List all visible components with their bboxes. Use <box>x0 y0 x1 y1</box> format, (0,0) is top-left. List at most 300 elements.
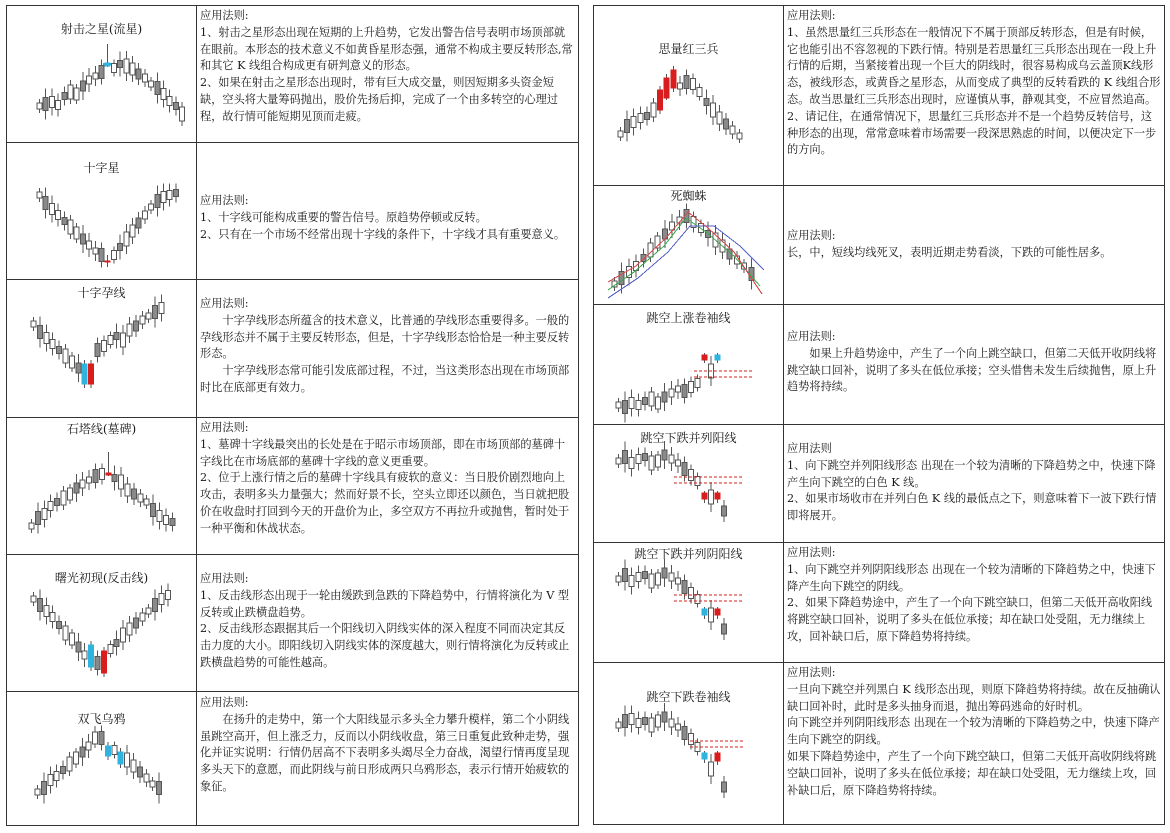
candlestick-diagram <box>7 143 196 280</box>
candle-body <box>82 651 87 659</box>
candle-body <box>636 401 641 410</box>
candle-body <box>161 89 166 100</box>
candle-body <box>37 599 42 612</box>
pattern-figure-doji <box>7 143 197 280</box>
candle-body <box>649 392 654 406</box>
candle-body <box>165 591 170 600</box>
candle-body <box>638 114 643 123</box>
candle-body <box>704 99 709 106</box>
candle-body <box>125 484 130 496</box>
rule-paragraph: 1、虽然思量红三兵形态在一般情况下不属于顶部反转形态，但是有时候，它也能引出不容忽视的下跌行情。特别是若思量红三兵形态出现在一段上升行情的后期，当紧接着出现一个巨大的阴线时，很容易构成乌云盖顶K线形态，被线形态，或黄昏之星形态，从而变成了典型的反转看跌的 K 线组合形态。故当思量红三兵形态出现时，应谨慎从事，静观其变，不应冒然追高。 <box>787 25 1161 106</box>
candle-body <box>146 313 151 319</box>
rule-paragraph: 一旦向下跳空并列黑白 K 线形态出现，则原下降趋势将持续。故在反抽确认缺口回补时，此时是多头抽身而退，抛出筹码逃命的好时机。 <box>787 682 1161 713</box>
rule-paragraph: 2、反击线形态跟据其后一个阳线切入阴线实体的深入程度不同而决定其反击力度的大小。即阳线切入阴线实体的深度越大，则行情将演化为反转或止跌横盘趋势的可能性越高。 <box>200 622 570 669</box>
candle-body <box>37 192 42 198</box>
candle-body <box>133 321 138 331</box>
rule-paragraph: 2、如果市场收市在并列白色 K 线的最低点之下，则意味着下一波下跌行情即将展开。 <box>787 492 1157 523</box>
candle-body <box>89 645 94 667</box>
rule-paragraph: 1、反击线形态出现于一轮由缓跌到急跌的下降趋势中，行情将演化为 V 型反转或止跌横盘趋势。 <box>200 588 570 619</box>
candle-body <box>99 249 104 262</box>
candle-body <box>691 79 696 90</box>
candlestick-diagram <box>594 425 783 543</box>
rules-text <box>197 280 579 418</box>
candle-body <box>31 321 36 327</box>
candle-body <box>155 195 160 208</box>
candle-body <box>682 581 687 594</box>
candle-body <box>67 488 72 500</box>
candle-body <box>48 775 53 786</box>
candle-body <box>625 120 630 133</box>
candle-body <box>114 640 119 647</box>
pattern-row-upside-gap <box>594 305 1165 425</box>
candle-body <box>153 306 158 319</box>
candle-body <box>689 382 694 393</box>
candle-body <box>76 363 81 373</box>
rule-paragraph: 在扬升的走势中，第一个大阳线显示多头全力攀升模样，第二个小阴线虽跳空高开，但上涨乏力，反而以小阴线收盘，第三日重复此致种走势，强化并证实说明：行情仍居高不下表明多头竭尽全力奋战，渴望行情再度呈现多头天下的意愿，而此阴线与前日形成两只乌鸦形态，表示行情开始疲软的象征。 <box>200 712 570 793</box>
candle-body <box>702 753 707 759</box>
candle-body <box>689 734 694 745</box>
candle-body <box>702 493 707 499</box>
candle-body <box>695 477 700 486</box>
candle-body <box>170 519 175 526</box>
candle-body <box>708 762 713 776</box>
rules-label: 应用法则: <box>200 194 249 207</box>
pattern-figure-two-crows <box>7 692 197 826</box>
pattern-row-shooting-star <box>7 6 579 143</box>
candle-body <box>80 81 85 91</box>
candle-body <box>95 344 100 357</box>
candle-body <box>708 490 713 504</box>
candle-body <box>29 523 34 529</box>
candle-body <box>108 336 113 345</box>
candle-body <box>669 573 674 581</box>
rules-text <box>197 143 579 280</box>
candle-body <box>149 81 154 87</box>
candle-body <box>69 633 74 645</box>
candle-body <box>629 458 634 469</box>
pattern-figure-downside-white <box>594 425 784 543</box>
candle-body <box>74 88 79 100</box>
pattern-name: 十字孕线 <box>77 286 126 300</box>
pattern-row-doji-harami <box>7 280 579 418</box>
candle-body <box>656 573 661 585</box>
candle-body <box>101 341 106 352</box>
rule-paragraph: 1、射击之星形态出现在短期的上升趋势，它发出警告信号表明市场顶部就在眼前。本形态的技术意义不如黄昏星形态强，通常不构成主要反转形态,常和其它 K 线组合构成更有研判意义的形态。 <box>200 25 573 73</box>
candle-body <box>675 724 680 730</box>
pattern-name: 射击之星(流星) <box>60 22 143 36</box>
candle-body <box>722 782 727 792</box>
candle-body <box>180 107 185 121</box>
candle-body <box>722 624 727 634</box>
candle-body <box>108 645 113 654</box>
candle-body <box>68 85 73 99</box>
candle-body <box>161 192 166 203</box>
candle-body <box>69 356 74 368</box>
pattern-name: 跳空下跌并列阴阳线 <box>634 547 743 561</box>
candle-body <box>737 133 742 139</box>
rules-text <box>784 425 1165 543</box>
rule-paragraph: 2、请记住，在通常情况下，思量红三兵形态并不是一个趋势反转信号，这种形态的出现，常常意味着市场需要一段深思熟虑的时间，以便决定下一步的方向。 <box>787 109 1157 157</box>
candle-body <box>702 609 707 615</box>
candle-body <box>662 392 667 402</box>
candle-body <box>99 469 104 480</box>
pattern-name: 跳空下跌并列阳线 <box>640 431 737 445</box>
candle-body <box>130 63 135 75</box>
candlestick-diagram <box>594 186 783 305</box>
candlestick-diagram <box>594 305 783 425</box>
candle-body <box>106 473 111 475</box>
pattern-name: 曙光初现(反击线) <box>54 571 149 585</box>
candle-body <box>49 97 54 108</box>
pattern-row-downside-black-white <box>594 543 1165 663</box>
candle-body <box>629 576 634 587</box>
pattern-figure-upside-gap <box>594 305 784 425</box>
candle-body <box>35 512 40 525</box>
candle-body <box>658 90 663 110</box>
candle-body <box>63 349 68 363</box>
pattern-figure-shooting-star <box>7 6 197 143</box>
candle-body <box>43 197 48 210</box>
candle-body <box>636 573 641 582</box>
candle-body <box>697 88 702 97</box>
candle-body <box>616 576 621 582</box>
candle-body <box>146 608 151 614</box>
candlestick-diagram <box>7 6 196 143</box>
candle-body <box>623 451 628 464</box>
candle-body <box>121 333 126 347</box>
rule-paragraph: 十字孕线形态所蕴含的技术意义，比普通的孕线形态重要得多。一般的孕线形态并不属于主要反转形态，但是，十字孕线形态恰恰是一种主要反转形态。 <box>200 313 570 361</box>
candle-body <box>121 628 126 642</box>
candle-body <box>144 499 149 505</box>
candle-body <box>662 712 667 722</box>
pattern-name: 死蜘蛛 <box>670 189 707 203</box>
pattern-row-downside-white <box>594 425 1165 543</box>
candle-body <box>682 727 687 740</box>
candlestick-diagram <box>7 555 196 692</box>
candle-body <box>111 64 116 73</box>
pattern-name: 跳空下跌卷袖线 <box>646 690 731 704</box>
candle-body <box>31 596 36 602</box>
candle-body <box>68 220 73 234</box>
candle-body <box>105 746 110 756</box>
rules-text <box>784 186 1165 305</box>
candle-body <box>142 211 147 219</box>
candle-body <box>155 82 160 95</box>
candle-body <box>114 333 119 340</box>
candle-body <box>67 757 72 771</box>
candle-body <box>730 126 735 134</box>
rules-text <box>197 6 579 143</box>
candle-body <box>708 608 713 622</box>
candle-body <box>144 774 149 782</box>
candle-body <box>95 657 100 670</box>
candle-body <box>80 480 85 488</box>
candle-body <box>99 66 104 79</box>
candle-body <box>93 732 98 744</box>
candle-body <box>87 241 92 249</box>
pattern-figure-downside-tasuki <box>594 663 784 825</box>
candle-body <box>677 83 682 89</box>
pattern-name: 石塔线(墓碑) <box>66 422 137 436</box>
candle-body <box>138 494 143 502</box>
candle-body <box>682 463 687 476</box>
pattern-name: 跳空上涨卷袖线 <box>646 311 731 325</box>
candle-body <box>41 782 46 795</box>
candle-body <box>675 578 680 584</box>
candle-body <box>131 760 136 772</box>
candle-body <box>649 574 654 588</box>
pattern-name: 双飞乌鸦 <box>77 712 126 726</box>
ma-long-line <box>608 212 762 294</box>
candle-body <box>689 470 694 481</box>
rules-text <box>197 418 579 555</box>
candlestick-diagram <box>594 663 783 825</box>
candle-body <box>715 493 720 499</box>
rule-paragraph: 长，中，短线均线死叉，表明近期走势看淡，下跌的可能性居多。 <box>787 245 1112 259</box>
candle-body <box>127 324 132 336</box>
rule-paragraph: 十字孕线形态常可能引发底部过程，不过，当这类形态出现在市场顶部时比在底部更有效力。 <box>200 364 570 394</box>
pattern-row-piercing <box>7 555 579 692</box>
candle-body <box>153 599 158 612</box>
candle-body <box>710 103 715 117</box>
candle-body <box>101 651 106 673</box>
candle-body <box>682 385 687 398</box>
candle-body <box>74 483 79 493</box>
candle-body <box>642 454 647 461</box>
candle-body <box>54 772 59 781</box>
candle-body <box>118 752 123 764</box>
candle-body <box>167 191 172 200</box>
candle-body <box>642 572 647 579</box>
candle-body <box>118 61 123 68</box>
candle-body <box>61 491 66 505</box>
candle-body <box>93 470 98 483</box>
candlestick-diagram <box>7 692 196 826</box>
candle-body <box>656 455 661 467</box>
rule-paragraph: 如果上升趋势途中，产生了一个向上跳空缺口，但第二天低开收阴线将跳空缺口回补，说明了多头在低位承接；空头惜售未发生后续抛售，原上升趋势将持续。 <box>787 346 1157 394</box>
pattern-row-doji <box>7 143 579 280</box>
candle-body <box>56 211 61 220</box>
candle-body <box>618 131 623 137</box>
candle-body <box>142 74 147 82</box>
rule-paragraph: 2、如果在射击之星形态出现时，带有巨大成交量，则因短期多头资金短缺，空头将大量筹码抛出，股价先扬后抑，完成了一个由多转空的心理过程，故行情可能短期见顶而走疲。 <box>200 76 559 123</box>
candle-body <box>37 326 42 339</box>
rules-label: 应用法则: <box>200 421 249 434</box>
right-pattern-table <box>593 5 1165 825</box>
candle-body <box>130 225 135 237</box>
candle-body <box>163 516 168 525</box>
candle-body <box>125 753 130 767</box>
rules-text <box>784 663 1165 825</box>
pattern-row-dead-spider <box>594 186 1165 305</box>
rules-label: 应用法则: <box>787 666 836 679</box>
candle-body <box>42 509 47 520</box>
pattern-figure-doji-harami <box>7 280 197 418</box>
candle-body <box>684 76 689 89</box>
candle-body <box>61 767 66 774</box>
candle-body <box>629 398 634 409</box>
rule-paragraph: 1、墓碑十字线最突出的长处是在于昭示市场顶部，即在市场顶部的墓碑十字线比在市场底部的墓碑十字线的意义更重要。 <box>200 437 566 468</box>
pattern-figure-piercing <box>7 555 197 692</box>
rules-label: 应用法则: <box>787 229 836 242</box>
candle-body <box>57 622 62 629</box>
candle-body <box>167 97 172 106</box>
candle-body <box>689 588 694 599</box>
candle-body <box>669 455 674 463</box>
candle-body <box>616 722 621 728</box>
candle-body <box>642 718 647 725</box>
candle-body <box>669 719 674 727</box>
candle-body <box>695 595 700 604</box>
rules-label: 应用法则: <box>787 546 836 559</box>
candle-body <box>662 450 667 460</box>
candle-body <box>137 767 142 777</box>
candle-body <box>89 364 94 384</box>
candle-body <box>50 613 55 622</box>
candle-body <box>140 613 145 621</box>
candle-body <box>87 76 92 84</box>
rule-paragraph: 2、只有在一个市场不经常出现十字线的条件下，十字线才具有重要意义。 <box>200 227 566 241</box>
candle-body <box>48 502 53 511</box>
candle-body <box>631 117 636 128</box>
rules-label: 应用法则: <box>787 9 836 22</box>
candle-body <box>623 401 628 414</box>
candle-body <box>105 261 110 262</box>
candle-body <box>124 232 129 246</box>
pattern-figure-downside-black-white <box>594 543 784 663</box>
rules-text <box>197 555 579 692</box>
candle-body <box>112 475 117 482</box>
candle-body <box>57 347 62 354</box>
left-pattern-table <box>6 5 579 826</box>
candle-body <box>124 59 129 73</box>
candle-body <box>623 715 628 728</box>
candle-body <box>131 489 136 499</box>
candle-body <box>43 98 48 111</box>
candle-body <box>159 303 164 314</box>
candle-body <box>651 103 656 117</box>
candle-body <box>636 719 641 728</box>
candle-body <box>149 204 154 210</box>
candle-body <box>111 251 116 260</box>
candle-body <box>722 506 727 516</box>
candle-body <box>62 218 67 225</box>
candle-body <box>702 355 707 360</box>
candle-body <box>136 69 141 79</box>
candle-body <box>112 746 117 755</box>
candle-body <box>656 397 661 409</box>
candle-body <box>649 718 654 732</box>
rules-label: 应用法则: <box>787 330 836 343</box>
candle-body <box>675 386 680 392</box>
candle-body <box>56 101 61 110</box>
pattern-figure-gravestone <box>7 418 197 555</box>
rule-paragraph: 1、向下跳空并列阴阳线形态 出现在一个较为清晰的下降趋势之中，快速下降产生向下跳空的阴线。 <box>787 562 1156 593</box>
candle-body <box>73 752 78 764</box>
candle-body <box>62 93 67 100</box>
candle-body <box>671 70 676 88</box>
candle-body <box>140 316 145 324</box>
rules-label: 应用法则: <box>200 9 249 22</box>
pattern-figure-dead-spider <box>594 186 784 305</box>
candle-body <box>150 781 155 787</box>
candle-body <box>118 244 123 251</box>
candle-body <box>616 458 621 464</box>
candle-body <box>82 364 87 384</box>
pattern-figure-advance-block <box>594 6 784 186</box>
candle-body <box>151 504 156 517</box>
pattern-row-two-crows <box>7 692 579 826</box>
rules-label: 应用法则 <box>787 442 832 455</box>
candlestick-diagram <box>594 6 783 186</box>
candle-body <box>642 398 647 405</box>
candle-body <box>669 389 674 397</box>
candle-body <box>717 112 722 124</box>
pattern-name: 十字星 <box>83 161 120 175</box>
candle-body <box>159 594 164 605</box>
candlestick-diagram <box>594 543 783 663</box>
candle-body <box>616 402 621 408</box>
candle-body <box>50 340 55 349</box>
candle-body <box>80 234 85 244</box>
candle-body <box>133 618 138 628</box>
pattern-name: 思量红三兵 <box>658 42 719 56</box>
candle-body <box>648 243 653 257</box>
candle-body <box>664 78 669 98</box>
candle-body <box>715 609 720 615</box>
candle-body <box>649 456 654 470</box>
candle-body <box>119 475 124 489</box>
candlestick-diagram <box>7 280 196 418</box>
rule-paragraph: 2、如果下降趋势途中，产生了一个向下跳空缺口，但第二天低开高收阳线将跳空缺口回补，说明了多头在低位承接；却在缺口处受阻，无力继续上攻，回补缺口后，原下降趋势将持续。 <box>787 596 1153 643</box>
candle-body <box>37 103 42 109</box>
rules-text <box>784 6 1165 186</box>
candle-body <box>80 747 85 757</box>
candle-body <box>99 732 104 745</box>
candle-body <box>644 113 649 120</box>
candle-body <box>76 642 81 652</box>
candle-body <box>173 103 178 110</box>
candle-body <box>74 227 79 239</box>
candle-body <box>715 355 720 360</box>
candle-body <box>44 333 49 344</box>
rule-paragraph: 1、向下跳空并列阳线形态 出现在一个较为清晰的下降趋势之中，快速下降产生向下跳空的白色 K 线。 <box>787 458 1156 489</box>
candle-body <box>636 455 641 464</box>
candle-body <box>623 569 628 582</box>
candle-body <box>157 782 162 795</box>
pattern-row-advance-block <box>594 6 1165 186</box>
rule-paragraph: 2、位于上涨行情之后的墓碑十字线具有疲软的意义：当日股价剧烈地向上攻击，表明多头力量强大；然而好景不长，空头立即还以颜色，当日就把股价在收盘时打回到今天的开盘价为止，多空双方不再拉升或抛售，暂时处于一种平衡和休战状态。 <box>200 471 570 535</box>
rules-label: 应用法则: <box>200 297 249 310</box>
candle-body <box>55 499 60 506</box>
rules-text <box>784 543 1165 663</box>
candle-body <box>127 623 132 635</box>
rule-paragraph: 1、十字线可能构成重要的警告信号。原趋势停顿或反转。 <box>200 210 487 224</box>
candle-body <box>63 626 68 640</box>
candle-body <box>629 714 634 725</box>
candle-body <box>136 218 141 228</box>
pattern-row-gravestone <box>7 418 579 555</box>
candle-body <box>93 73 98 79</box>
candle-body <box>49 204 54 215</box>
candle-body <box>44 606 49 617</box>
pattern-row-downside-tasuki <box>594 663 1165 825</box>
rule-paragraph: 向下跳空并列阴阳线形态 出现在一个较为清晰的下降趋势之中，快速下降产生向下跳空的阴线。 <box>787 716 1160 747</box>
candle-body <box>157 511 162 522</box>
rules-label: 应用法则: <box>200 696 249 709</box>
candle-body <box>715 753 720 761</box>
candle-body <box>724 119 729 129</box>
